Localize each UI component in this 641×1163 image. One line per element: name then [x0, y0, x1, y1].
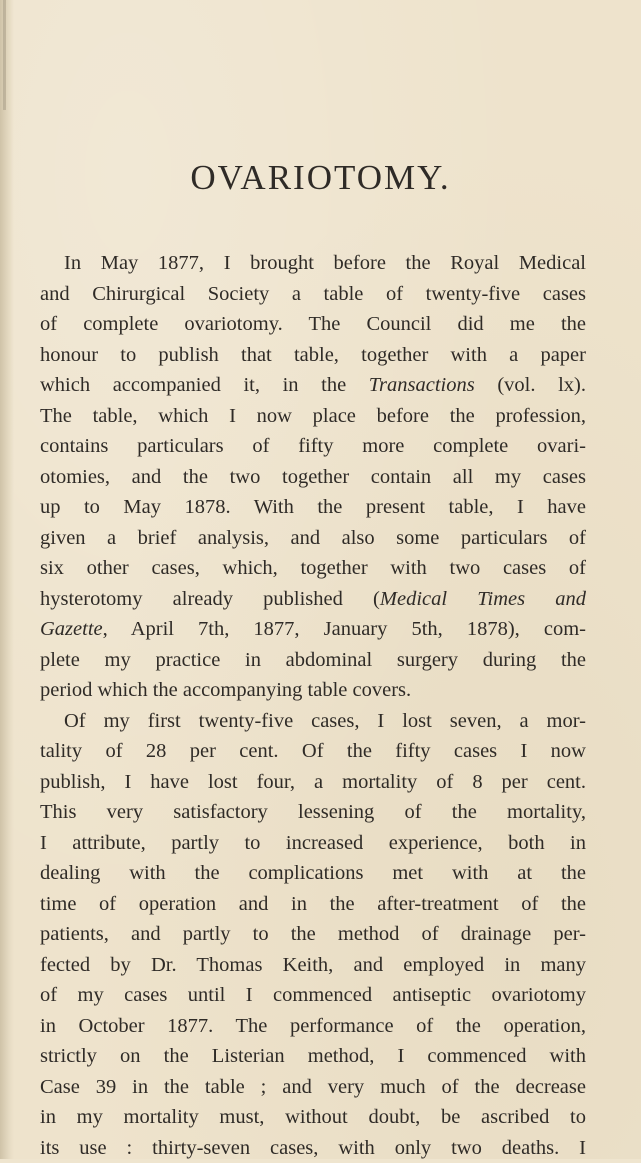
- text-line: given a brief analysis, and also some particulars of: [40, 523, 586, 554]
- text-line: plete my practice in abdominal surgery during the: [40, 645, 586, 676]
- text-line: six other cases, which, together with two cases of: [40, 553, 586, 584]
- paragraph: [40, 248, 586, 706]
- text-line: tality of 28 per cent. Of the fifty cases I now: [40, 736, 586, 767]
- text-line: This very satisfactory lessening of the mortality,: [40, 797, 586, 828]
- text-line: period which the accompanying table covers.: [40, 675, 586, 706]
- text-line: Gazette, April 7th, 1877, January 5th, 1878), com-: [40, 614, 586, 645]
- text-line: which accompanied it, in the Transactions (vol. lx).: [40, 370, 586, 401]
- text-line: and Chirurgical Society a table of twenty-five cases: [40, 279, 586, 310]
- italic-title: Gazette: [40, 618, 103, 640]
- text-line: patients, and partly to the method of drainage per-: [40, 919, 586, 950]
- text-line: in October 1877. The performance of the operation,: [40, 1011, 586, 1042]
- text-line: fected by Dr. Thomas Keith, and employed in many: [40, 950, 586, 981]
- text-line: of complete ovariotomy. The Council did me the: [40, 309, 586, 340]
- text-line: in my mortality must, without doubt, be ascribed to: [40, 1102, 586, 1133]
- text-line: publish, I have lost four, a mortality of 8 per cent.: [40, 767, 586, 798]
- text-line: time of operation and in the after-treatment of the: [40, 889, 586, 920]
- italic-title: Transactions: [369, 374, 475, 396]
- text-line: of my cases until I commenced antiseptic ovariotomy: [40, 980, 586, 1011]
- text-line: hysterotomy already published (Medical Times and: [40, 584, 586, 615]
- text-line: contains particulars of fifty more complete ovari-: [40, 431, 586, 462]
- binding-mark: [3, 0, 6, 110]
- text-line: Of my first twenty-five cases, I lost seven, a mor-: [40, 706, 586, 737]
- page-title: OVARIOTOMY.: [0, 158, 641, 198]
- text-line: Case 39 in the table ; and very much of the decrease: [40, 1072, 586, 1103]
- text-line: The table, which I now place before the profession,: [40, 401, 586, 432]
- body-text: [40, 248, 586, 1163]
- text-line: In May 1877, I brought before the Royal Medical: [40, 248, 586, 279]
- text-line: strictly on the Listerian method, I commenced with: [40, 1041, 586, 1072]
- paragraph: [40, 706, 586, 1163]
- italic-title: Medical Times and: [380, 588, 586, 610]
- text-line: its use : thirty-seven cases, with only two deaths. I: [40, 1133, 586, 1163]
- text-line: up to May 1878. With the present table, I have: [40, 492, 586, 523]
- text-line: dealing with the complications met with at the: [40, 858, 586, 889]
- text-line: honour to publish that table, together with a paper: [40, 340, 586, 371]
- text-line: otomies, and the two together contain all my cases: [40, 462, 586, 493]
- text-line: I attribute, partly to increased experience, both in: [40, 828, 586, 859]
